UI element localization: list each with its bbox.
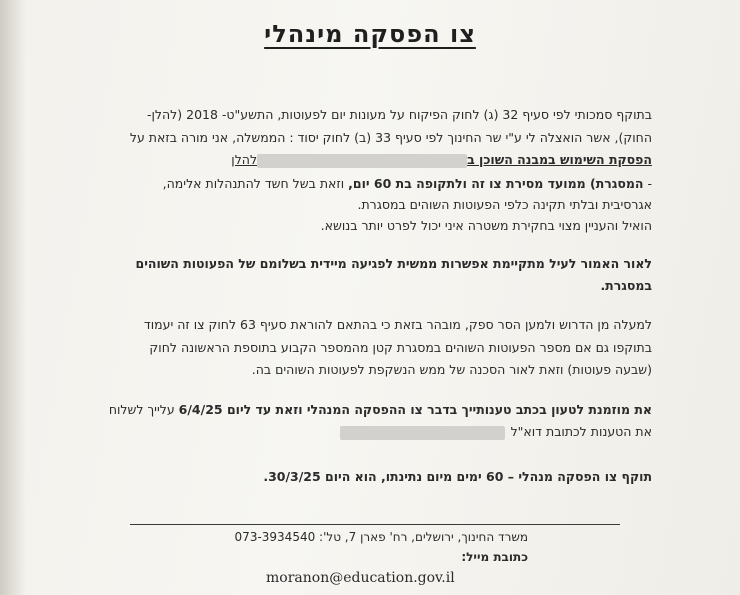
p4-line1: את מוזמנת לטעון בכתב טענותייך בדבר צו ההפסקה המנהלי וזאת עד ליום 6/4/25 עלייך לשלוח	[108, 402, 652, 417]
p1-line5: אגרסיבית ובלתי תקינה כלפי הפעוטות השוהים במסגרת.	[357, 197, 652, 212]
p3-line3: (שבעה פעוטות) וזאת לאור הסכנה של ממש הנשקפת לפעוטות השוהים בה.	[251, 362, 652, 377]
p1-line3: הפסקת השימוש במבנה השוכן בלהלן	[231, 152, 652, 167]
p1-line2: החוק), אשר הואצלה לי ע"י שר החינוך לפי סעיף 33 (ב) לחוק יסוד : הממשלה, אני מורה בזאת על	[129, 130, 652, 145]
p1-line4: - המסגרת) ממועד מסירת צו זה ולתקופה בת 60 יום, וזאת בשל חשד להתנהלות אלימה,	[162, 176, 652, 191]
p2-line2: במסגרת.	[600, 278, 652, 293]
footer-email: moranon@education.gov.il	[266, 570, 455, 586]
p2-line1: לאור האמור לעיל מתקיימת אפשרות ממשית לפגיעה מיידית בשלומם של הפעוטות השוהים	[135, 256, 652, 271]
redacted-email	[340, 426, 505, 440]
p4-line2: את הטענות לכתובת דוא"ל	[340, 424, 652, 440]
redacted-address	[257, 154, 467, 168]
validity-note: תוקף צו הפסקה מנהלי – 60 ימים מיום נתינתו, הוא היום 30/3/25.	[263, 469, 652, 484]
page-edge-shadow	[0, 0, 26, 595]
p1-line6: הואיל והעניין מצוי בחקירת משטרה איני יכול לפרט יותר בנושא.	[320, 218, 652, 233]
footer-email-label: כתובת מייל:	[461, 550, 528, 564]
page-title: צו הפסקה מינהלי	[264, 20, 476, 48]
signature-line	[130, 524, 620, 525]
p3-line2: בתוקפו גם אם מספר הפעוטות השוהים במסגרת קטן מהמספר הקבוע בתוספת הראשונה לחוק	[149, 340, 652, 355]
p3-line1: למעלה מן הדרוש ולמען הסר ספק, מובהר בזאת כי בהתאם להוראת סעיף 63 לחוק צו זה יעמוד	[143, 317, 652, 332]
p1-line1: בתוקף סמכותי לפי סעיף 32 (ג) לחוק הפיקוח על מעונות יום לפעוטות, התשע"ט- 2018 (להלן-	[146, 107, 652, 122]
footer-address: משרד החינוך, ירושלים, רח' פארן 7, טל': 073-3934540	[234, 530, 528, 544]
